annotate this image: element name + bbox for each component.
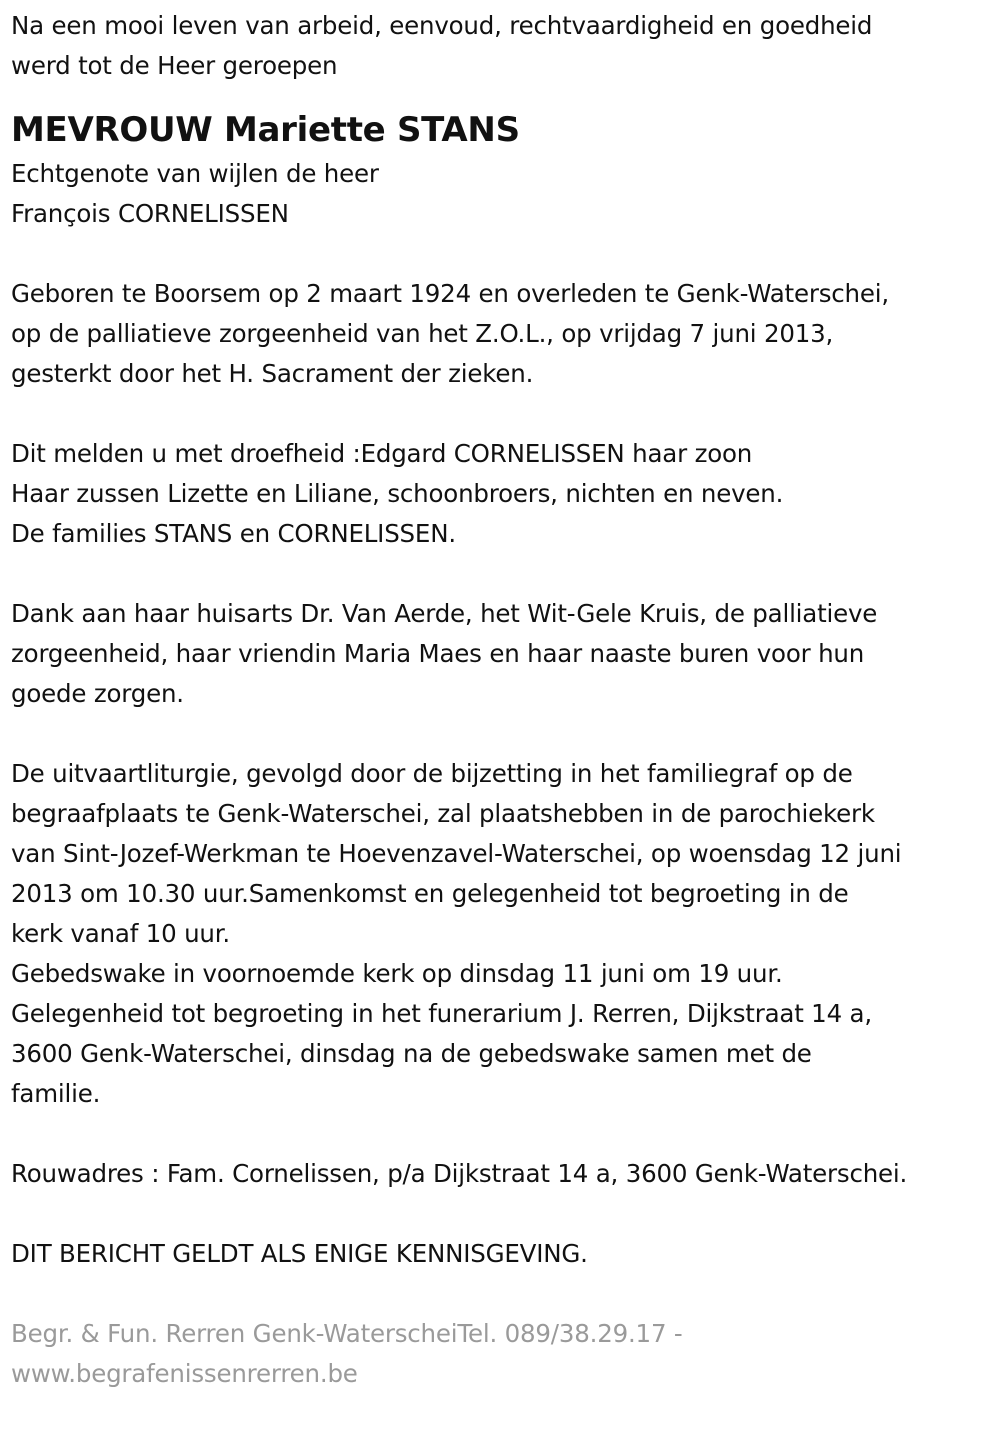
announced-by-line: Haar zussen Lizette en Liliane, schoonbroers, nichten en neven.	[11, 479, 784, 508]
thanks-line: zorgeenheid, haar vriendin Maria Maes en haar naaste buren voor hun	[11, 639, 865, 668]
obituary-document	[11, 0, 993, 1394]
paragraph-gap	[11, 1114, 993, 1154]
funeral-line: familie.	[11, 1079, 101, 1108]
birth-death-line: gesterkt door het H. Sacrament der zieken.	[11, 359, 534, 388]
birth-death-line: op de palliatieve zorgeenheid van het Z.O.L., op vrijdag 7 juni 2013,	[11, 319, 834, 348]
funeral-home-footer	[11, 1314, 993, 1394]
funeral-line: Gebedswake in voornoemde kerk op dinsdag 11 juni om 19 uur.	[11, 959, 783, 988]
paragraph-gap	[11, 394, 993, 434]
funeral-line: 2013 om 10.30 uur.Samenkomst en gelegenheid tot begroeting in de	[11, 879, 849, 908]
thanks-line: Dank aan haar huisarts Dr. Van Aerde, het Wit-Gele Kruis, de palliatieve	[11, 599, 878, 628]
funeral-home-contact: Begr. & Fun. Rerren Genk-WaterscheiTel. 089/38.29.17 -	[11, 1319, 683, 1348]
official-notice: DIT BERICHT GELDT ALS ENIGE KENNISGEVING.	[11, 1239, 588, 1268]
paragraph-gap	[11, 1194, 993, 1234]
paragraph-gap	[11, 1274, 993, 1314]
funeral-line: 3600 Genk-Waterschei, dinsdag na de gebedswake samen met de	[11, 1039, 812, 1068]
paragraph-gap	[11, 714, 993, 754]
paragraph-gap	[11, 234, 993, 274]
funeral-line: van Sint-Jozef-Werkman te Hoevenzavel-Waterschei, op woensdag 12 juni	[11, 839, 902, 868]
funeral-line: begraafplaats te Genk-Waterschei, zal plaatshebben in de parochiekerk	[11, 799, 875, 828]
deceased-name: MEVROUW Mariette STANS	[11, 110, 520, 150]
announced-by-paragraph	[11, 434, 993, 554]
announced-by-line: Dit melden u met droefheid :Edgard CORNELISSEN haar zoon	[11, 439, 753, 468]
spouse-text	[11, 154, 993, 234]
intro-line: Na een mooi leven van arbeid, eenvoud, rechtvaardigheid en goedheid	[11, 11, 873, 40]
intro-text	[11, 6, 993, 86]
paragraph-gap	[11, 554, 993, 594]
thanks-paragraph	[11, 594, 993, 714]
funeral-home-website: www.begrafenissenrerren.be	[11, 1359, 358, 1388]
spouse-line: Echtgenote van wijlen de heer	[11, 159, 379, 188]
spouse-line: François CORNELISSEN	[11, 199, 289, 228]
thanks-line: goede zorgen.	[11, 679, 184, 708]
mourning-address: Rouwadres : Fam. Cornelissen, p/a Dijkstraat 14 a, 3600 Genk-Waterschei.	[11, 1159, 908, 1188]
announced-by-line: De families STANS en CORNELISSEN.	[11, 519, 456, 548]
funeral-line: De uitvaartliturgie, gevolgd door de bijzetting in het familiegraf op de	[11, 759, 853, 788]
intro-line: werd tot de Heer geroepen	[11, 51, 338, 80]
birth-death-line: Geboren te Boorsem op 2 maart 1924 en overleden te Genk-Waterschei,	[11, 279, 889, 308]
funeral-line: kerk vanaf 10 uur.	[11, 919, 230, 948]
funeral-line: Gelegenheid tot begroeting in het funerarium J. Rerren, Dijkstraat 14 a,	[11, 999, 872, 1028]
birth-death-paragraph	[11, 274, 993, 394]
funeral-paragraph	[11, 754, 993, 1114]
